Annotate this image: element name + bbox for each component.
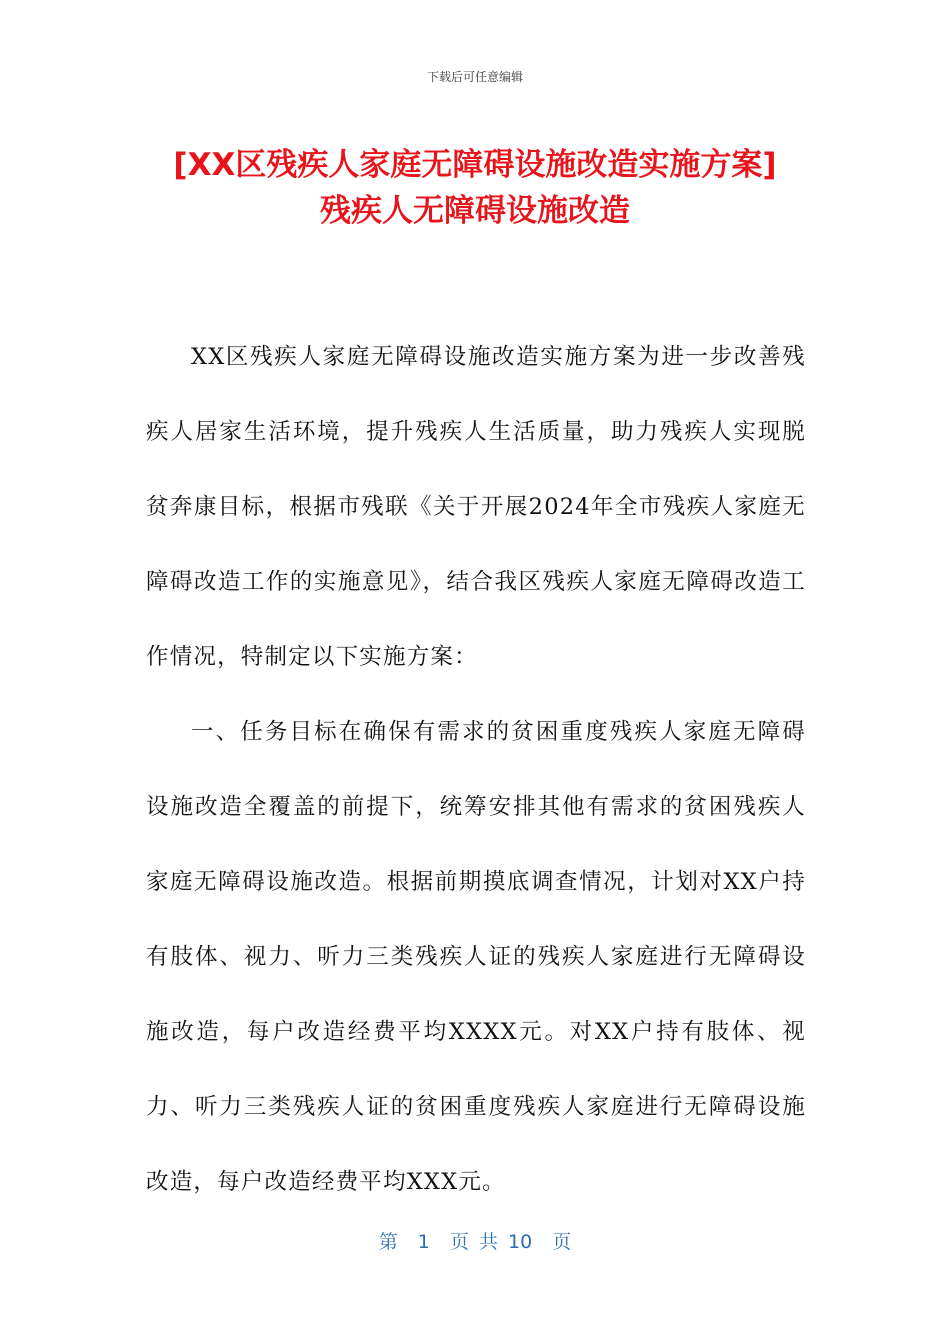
paragraph: XX区残疾人家庭无障碍设施改造实施方案为进一步改善残疾人居家生活环境，提升残疾人生活质量，助力残疾人实现脱贫奔康目标，根据市残联《关于开展2024年全市残疾人家庭无障碍改造工作的实施意见》，结合我区残疾人家庭无障碍改造工作情况，特制定以下实施方案： [146,344,806,670]
paragraph: 一、任务目标在确保有需求的贫困重度残疾人家庭无障碍设施改造全覆盖的前提下，统筹安排其他有需求的贫困残疾人家庭无障碍设施改造。根据前期摸底调查情况，计划对XX户持有肢体、视力、听力三类残疾人证的残疾人家庭进行无障碍设施改造，每户改造经费平均XXXX元。对XX户持有肢体、视力、听力三类残疾人证的贫困重度残疾人家庭进行无障碍设施改造，每户改造经费平均XXX元。 [146,719,806,1195]
document-body [146,320,806,1220]
header-note: 下载后可任意编辑 [426,70,523,84]
document-title [100,142,850,234]
title-line-1: [XX区残疾人家庭无障碍设施改造实施方案] [173,147,777,183]
title-line-2: 残疾人无障碍设施改造 [320,193,630,229]
page-number-footer: 第 1 页 共 10 页 [378,1231,572,1253]
